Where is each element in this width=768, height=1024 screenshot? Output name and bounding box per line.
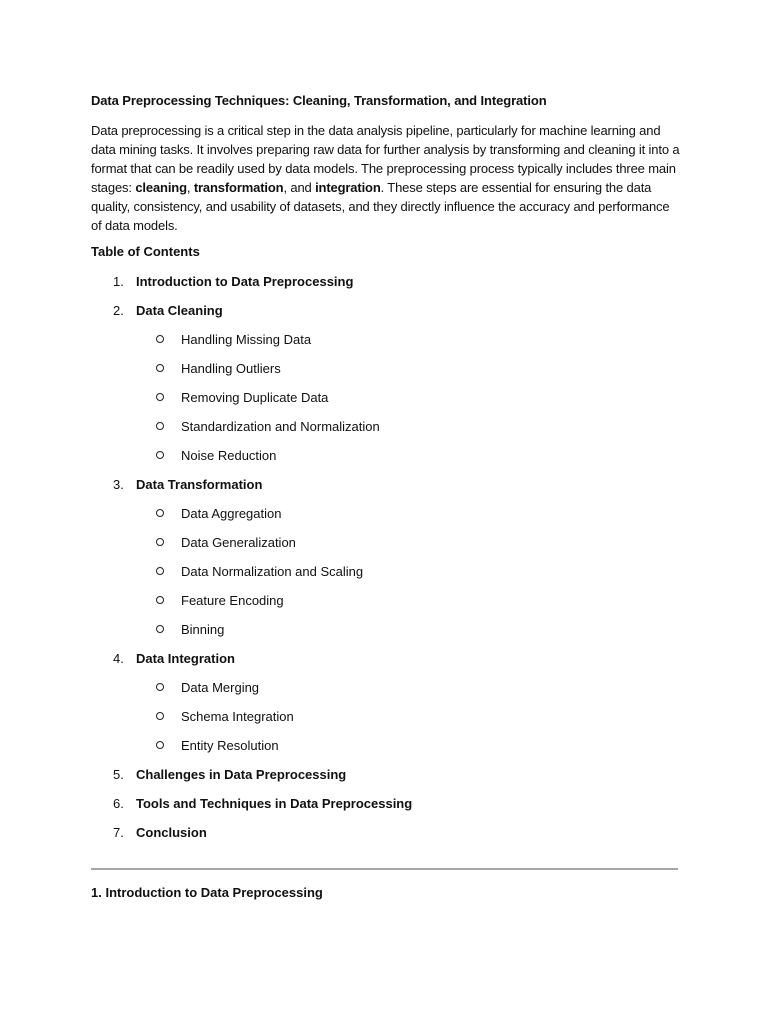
hollow-circle-bullet-icon (156, 741, 164, 749)
toc-item (0, 765, 768, 794)
section-heading: 1. Introduction to Data Preprocessing (91, 885, 323, 900)
toc-item-number: 6. (113, 796, 124, 811)
intro-text-part2: . These steps are essential for ensuring the data quality, consistency, and usability of datasets, and they directly influence the accuracy and performance of data models. (91, 180, 670, 233)
intro-paragraph (91, 121, 681, 235)
hollow-circle-bullet-icon (156, 393, 164, 401)
hollow-circle-bullet-icon (156, 596, 164, 604)
toc-subitem-label: Schema Integration (181, 709, 294, 724)
toc-subitem (0, 504, 768, 533)
toc-item-number: 3. (113, 477, 124, 492)
hollow-circle-bullet-icon (156, 712, 164, 720)
intro-separator-1: , (186, 180, 194, 195)
toc-item-label: Introduction to Data Preprocessing (136, 274, 354, 289)
toc-item (0, 475, 768, 504)
hollow-circle-bullet-icon (156, 625, 164, 633)
hollow-circle-bullet-icon (156, 683, 164, 691)
hollow-circle-bullet-icon (156, 538, 164, 546)
toc-subitem-label: Noise Reduction (181, 448, 277, 463)
toc-item-label: Data Cleaning (136, 303, 223, 318)
toc-item (0, 272, 768, 301)
toc-subitem-label: Handling Missing Data (181, 332, 312, 347)
toc-item-label: Data Transformation (136, 477, 263, 492)
toc-item-label: Challenges in Data Preprocessing (136, 767, 347, 782)
toc-subitem-label: Data Normalization and Scaling (181, 564, 364, 579)
horizontal-divider (91, 868, 678, 870)
toc-subitem-label: Data Merging (181, 680, 260, 695)
toc-subitem (0, 736, 768, 765)
hollow-circle-bullet-icon (156, 509, 164, 517)
toc-item (0, 301, 768, 330)
hollow-circle-bullet-icon (156, 335, 164, 343)
intro-term-transformation: transformation (193, 180, 284, 195)
toc-item-number: 4. (113, 651, 124, 666)
intro-text-part1: Data preprocessing is a critical step in the data analysis pipeline, particularly for machine learning and data mining tasks. It involves preparing raw data for further analysis by transforming and cleaning it into a format that can be readily used by data models. The preprocessing process typically includes three main stages: (91, 123, 680, 195)
toc-subitem (0, 678, 768, 707)
toc-subitem-label: Handling Outliers (181, 361, 281, 376)
toc-subitem (0, 562, 768, 591)
toc-subitem-label: Entity Resolution (181, 738, 279, 753)
toc-subitem-label: Feature Encoding (181, 593, 284, 608)
toc-subitem (0, 388, 768, 417)
toc-subitem-label: Data Generalization (181, 535, 296, 550)
toc-item-number: 5. (113, 767, 124, 782)
toc-subitem (0, 591, 768, 620)
hollow-circle-bullet-icon (156, 567, 164, 575)
hollow-circle-bullet-icon (156, 451, 164, 459)
toc-item-number: 1. (113, 274, 124, 289)
intro-separator-2: , and (283, 180, 316, 195)
table-of-contents (0, 272, 768, 852)
toc-item-number: 7. (113, 825, 124, 840)
intro-term-cleaning: cleaning (135, 180, 187, 195)
toc-subitem (0, 359, 768, 388)
hollow-circle-bullet-icon (156, 422, 164, 430)
toc-subitem-label: Removing Duplicate Data (181, 390, 329, 405)
toc-item (0, 794, 768, 823)
toc-subitem (0, 330, 768, 359)
toc-subitem (0, 533, 768, 562)
document-title: Data Preprocessing Techniques: Cleaning, Transformation, and Integration (91, 93, 547, 108)
toc-item (0, 649, 768, 678)
toc-item-number: 2. (113, 303, 124, 318)
toc-subitem (0, 446, 768, 475)
toc-subitem (0, 417, 768, 446)
toc-heading: Table of Contents (91, 244, 200, 259)
toc-item-label: Tools and Techniques in Data Preprocessing (136, 796, 413, 811)
toc-subitem-label: Binning (181, 622, 225, 637)
hollow-circle-bullet-icon (156, 364, 164, 372)
toc-subitem (0, 620, 768, 649)
toc-item-label: Data Integration (136, 651, 235, 666)
toc-item-label: Conclusion (136, 825, 207, 840)
toc-item (0, 823, 768, 852)
toc-subitem (0, 707, 768, 736)
toc-subitem-label: Data Aggregation (181, 506, 282, 521)
intro-term-integration: integration (315, 180, 381, 195)
toc-subitem-label: Standardization and Normalization (181, 419, 380, 434)
